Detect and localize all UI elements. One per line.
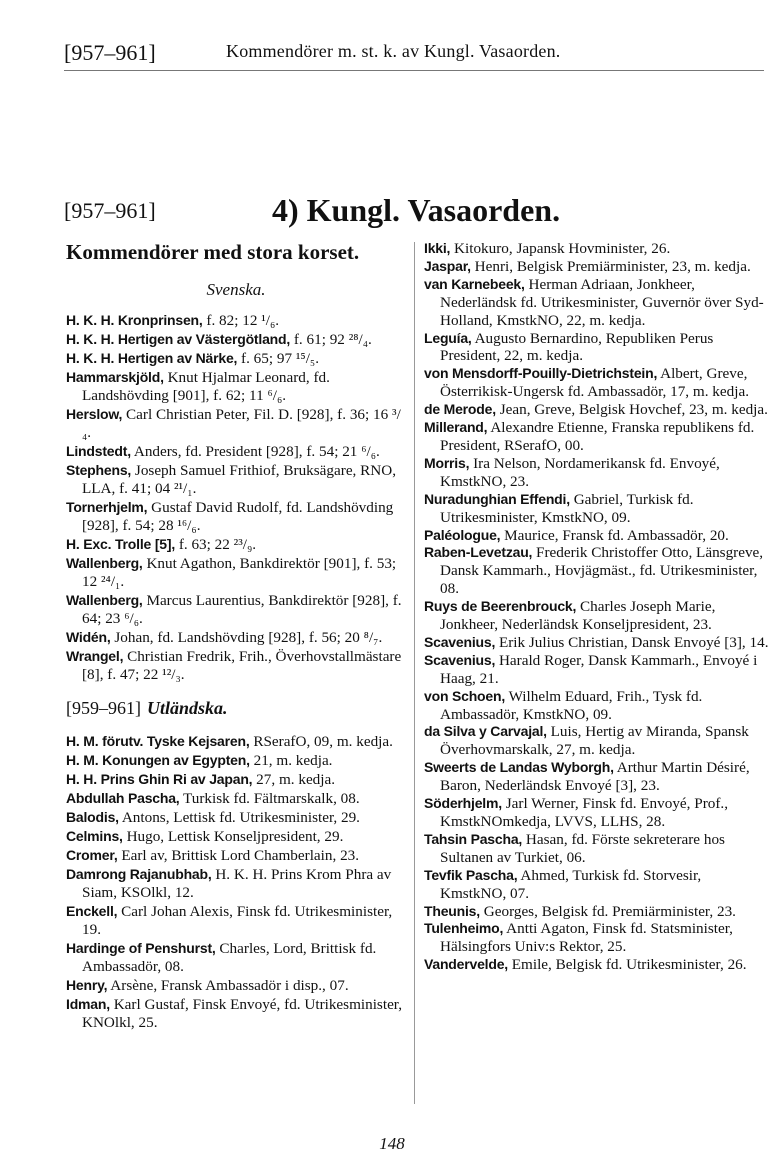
list-entry [424, 831, 769, 867]
list-entry [66, 789, 406, 808]
entry-text: f. 61; 92 ²⁸/₄. [290, 331, 372, 348]
entry-text: Maurice, Fransk fd. Ambassadör, 20. [500, 526, 729, 544]
entry-text: Christian Fredrik, Frih., Överhovstallmästare [8], f. 47; 22 ¹²/₃. [82, 648, 402, 683]
right-column [424, 240, 769, 974]
entry-name: Celmins, [66, 828, 123, 844]
right-list [424, 240, 769, 974]
entry-name: Tulenheimo, [424, 920, 504, 937]
list-entry [66, 902, 406, 939]
entry-name: Söderhjelm, [424, 795, 502, 812]
entry-name: Nuradunghian Effendi, [424, 490, 570, 507]
entry-text: f. 65; 97 ¹⁵/₅. [237, 350, 320, 367]
running-header [64, 36, 764, 68]
entry-name: Tahsin Pascha, [424, 830, 523, 847]
list-entry [424, 795, 769, 831]
list-entry [424, 688, 769, 724]
entry-text: Wilhelm Eduard, Frih., Tysk fd. Ambassadör, KmstkNO, 09. [440, 687, 703, 723]
entry-text: Knut Agathon, Bankdirektör [901], f. 53; 12 ²⁴/₁. [82, 555, 397, 590]
list-entry [66, 535, 406, 554]
entry-name: H. H. Prins Ghin Ri av Japan, [66, 771, 253, 787]
swedish-list [66, 311, 406, 684]
entry-name: H. Exc. Trolle [5], [66, 536, 176, 552]
entry-text: Jean, Greve, Belgisk Hovchef, 23, m. kedja. [495, 401, 768, 419]
entry-text: Hugo, Lettisk Konseljpresident, 29. [122, 828, 344, 845]
entry-text: Marcus Laurentius, Bankdirektör [928], f. 64; 23 ⁶/₆. [82, 592, 402, 627]
entry-text: Earl av, Brittisk Lord Chamberlain, 23. [117, 847, 360, 864]
entry-text: Albert, Greve, Österrikisk-Ungersk fd. Ambassadör, 17, m. kedja. [440, 365, 749, 401]
list-entry [66, 846, 406, 865]
left-column [66, 240, 406, 1032]
entry-name: Tevfik Pascha, [424, 866, 518, 883]
entry-text: Jarl Werner, Finsk fd. Envoyé, Prof., KmstkNOmkedja, LVVS, LLHS, 28. [440, 795, 729, 830]
list-entry [66, 647, 406, 684]
header-range: [957–961] [64, 40, 156, 65]
list-entry [424, 365, 769, 401]
entry-text: Turkisk fd. Fältmarskalk, 08. [179, 790, 360, 807]
entry-name: Idman, [66, 996, 110, 1012]
entry-name: von Mensdorff-Pouilly-Dietrichstein, [424, 365, 658, 382]
entry-text: Charles, Lord, Brittisk fd. Ambassadör, 08. [82, 940, 377, 975]
list-entry [424, 920, 769, 956]
header-title: Kommendörer m. st. k. av Kungl. Vasaorden. [226, 41, 561, 61]
header-rule [64, 70, 764, 71]
entry-name: Ikki, [424, 240, 451, 256]
entry-name: Stephens, [66, 462, 132, 478]
entry-text: 21, m. kedja. [249, 752, 333, 769]
entry-name: Scavenius, [424, 651, 496, 668]
entry-name: Damrong Rajanubhab, [66, 866, 212, 882]
list-entry [66, 311, 406, 330]
entry-name: Wrangel, [66, 648, 124, 664]
entry-name: Henry, [66, 977, 108, 993]
list-entry [66, 628, 406, 647]
list-entry [424, 544, 769, 598]
foreign-list [66, 732, 406, 1032]
entry-name: Wallenberg, [66, 592, 143, 608]
list-entry [424, 598, 769, 634]
list-entry [66, 751, 406, 770]
list-entry [424, 401, 769, 419]
entry-name: Tornerhjelm, [66, 499, 148, 515]
entry-text: Carl Christian Peter, Fil. D. [928], f. 36; 16 ³/₄. [82, 406, 401, 441]
list-entry [66, 368, 406, 405]
foreign-range: [959–961] [66, 698, 141, 718]
list-entry [424, 723, 769, 759]
list-entry [424, 258, 769, 276]
entry-text: Charles Joseph Marie, Jonkheer, Nederländsk Konseljpresident, 23. [440, 598, 716, 634]
column-divider [414, 242, 415, 1104]
entry-text: Erik Julius Christian, Dansk Envoyé [3], 14. [495, 633, 769, 651]
page-number: 148 [379, 1134, 405, 1153]
entry-text: Karl Gustaf, Finsk Envoyé, fd. Utrikesminister, KNOlkl, 25. [82, 996, 403, 1031]
entry-text: H. K. H. Prins Krom Phra av Siam, KSOlkl, 12. [82, 866, 392, 901]
entry-text: Emile, Belgisk fd. Utrikesminister, 26. [507, 956, 747, 974]
list-entry [66, 498, 406, 535]
entry-text: Henri, Belgisk Premiärminister, 23, m. kedja. [470, 257, 751, 275]
entry-name: Paléologue, [424, 526, 501, 543]
entry-text: Joseph Samuel Frithiof, Bruksägare, RNO, LLA, f. 41; 04 ²¹/₁. [82, 462, 397, 497]
entry-text: Alexandre Etienne, Franska republikens fd. President, RSerafO, 00. [440, 419, 755, 454]
entry-name: Hardinge of Penshurst, [66, 940, 216, 956]
list-entry [66, 939, 406, 976]
list-entry [66, 330, 406, 349]
entry-text: f. 82; 12 ¹/₆. [202, 312, 280, 329]
order-class-heading: Kommendörer med stora korset. [66, 240, 360, 264]
foreign-heading: Utländska. [147, 698, 228, 718]
entry-name: Abdullah Pascha, [66, 790, 180, 806]
entry-text: Luis, Hertig av Miranda, Spansk Överhovmarskalk, 27, m. kedja. [440, 723, 749, 759]
list-entry [66, 865, 406, 902]
list-entry [66, 591, 406, 628]
entry-text: Knut Hjalmar Leonard, fd. Landshövding [901], f. 62; 11 ⁶/₆. [82, 369, 330, 404]
entry-name: Wallenberg, [66, 555, 143, 571]
list-entry [424, 455, 769, 491]
entry-text: Gustaf David Rudolf, fd. Landshövding [928], f. 54; 28 ¹⁶/₆. [82, 499, 394, 534]
entry-text: Frederik Christoffer Otto, Länsgreve, Dansk Kammarh., Hovjägmäst., fd. Utrikesminister, 08. [440, 544, 764, 598]
entry-text: Herman Adriaan, Jonkheer, Nederländsk fd. Utrikesminister, Guvernör över Syd-Holland, KmstkNO, 22, m. kedja. [440, 275, 764, 329]
list-entry [66, 349, 406, 368]
list-entry [66, 770, 406, 789]
list-entry [66, 405, 406, 442]
entry-text: RSerafO, 09, m. kedja. [249, 733, 393, 750]
list-entry [424, 276, 769, 330]
entry-name: Lindstedt, [66, 443, 131, 459]
entry-name: Leguía, [424, 329, 472, 346]
entry-text: Ahmed, Turkisk fd. Storvesir, KmstkNO, 07. [440, 866, 702, 902]
entry-text: Johan, fd. Landshövding [928], f. 56; 20 ⁸/₇. [110, 629, 383, 646]
entry-name: Vandervelde, [424, 956, 508, 973]
entry-name: Theunis, [424, 902, 480, 919]
entry-name: von Schoen, [424, 687, 506, 704]
list-entry [424, 634, 769, 652]
entry-name: Enckell, [66, 903, 118, 919]
entry-name: van Karnebeek, [424, 275, 525, 292]
entry-text: Ira Nelson, Nordamerikansk fd. Envoyé, KmstkNO, 23. [440, 454, 720, 490]
list-entry [424, 759, 769, 795]
list-entry [66, 732, 406, 751]
entry-text: Georges, Belgisk fd. Premiärminister, 23. [479, 902, 736, 920]
entry-text: Augusto Bernardino, Republiken Perus President, 22, m. kedja. [440, 329, 714, 365]
entry-text: Antons, Lettisk fd. Utrikesminister, 29. [118, 809, 360, 826]
entry-name: H. K. H. Kronprinsen, [66, 312, 203, 328]
entry-name: de Merode, [424, 401, 496, 418]
list-entry [424, 491, 769, 527]
entry-text: Arthur Martin Désiré, Baron, Nederländsk Envoyé [3], 23. [440, 759, 750, 795]
list-entry [66, 995, 406, 1032]
entry-name: H. M. Konungen av Egypten, [66, 752, 250, 768]
list-entry [424, 956, 769, 974]
entry-name: Sweerts de Landas Wyborgh, [424, 759, 614, 776]
section-heading [64, 192, 764, 232]
list-entry [66, 808, 406, 827]
foreign-heading-row [66, 698, 406, 726]
entry-text: f. 63; 22 ²³/₉. [175, 536, 257, 553]
entry-name: Hammarskjöld, [66, 369, 164, 385]
list-entry [66, 976, 406, 995]
section-range: [957–961] [64, 198, 156, 223]
entry-name: Raben-Levetzau, [424, 544, 533, 561]
list-entry [66, 554, 406, 591]
entry-name: H. K. H. Hertigen av Västergötland, [66, 331, 291, 347]
entry-text: Carl Johan Alexis, Finsk fd. Utrikesminister, 19. [82, 903, 393, 938]
entry-name: Millerand, [424, 419, 488, 436]
entry-name: da Silva y Carvajal, [424, 723, 547, 740]
entry-name: Cromer, [66, 847, 118, 863]
list-entry [424, 240, 769, 258]
list-entry [66, 827, 406, 846]
list-entry [424, 330, 769, 366]
list-entry [66, 461, 406, 498]
entry-name: Jaspar, [424, 257, 471, 274]
section-title: 4) Kungl. Vasaorden. [272, 192, 561, 228]
list-entry [66, 442, 406, 461]
list-entry [424, 527, 769, 545]
entry-name: Balodis, [66, 809, 119, 825]
entry-text: Hasan, fd. Förste sekreterare hos Sultanen av Turkiet, 06. [440, 830, 725, 866]
list-entry [424, 903, 769, 921]
entry-text: Harald Roger, Dansk Kammarh., Envoyé i Haag, 21. [440, 651, 758, 687]
entry-name: H. M. förutv. Tyske Kejsaren, [66, 733, 250, 749]
entry-text: Anders, fd. President [928], f. 54; 21 ⁶/₆. [130, 443, 380, 460]
list-entry [424, 419, 769, 455]
entry-name: H. K. H. Hertigen av Närke, [66, 350, 238, 366]
entry-name: Scavenius, [424, 633, 496, 650]
entry-name: Morris, [424, 454, 470, 471]
entry-name: Ruys de Beerenbrouck, [424, 598, 577, 615]
entry-text: Gabriel, Turkisk fd. Utrikesminister, KmstkNO, 09. [440, 490, 694, 526]
entry-text: Kitokuro, Japansk Hovminister, 26. [450, 240, 671, 257]
entry-name: Widén, [66, 629, 111, 645]
entry-text: 27, m. kedja. [252, 771, 336, 788]
entry-name: Herslow, [66, 406, 123, 422]
entry-text: Antti Agaton, Finsk fd. Statsminister, Hälsingfors Univ:s Rektor, 25. [440, 920, 733, 956]
list-entry [424, 867, 769, 903]
list-entry [424, 652, 769, 688]
entry-text: Arsène, Fransk Ambassadör i disp., 07. [107, 977, 349, 994]
swedish-heading: Svenska. [206, 280, 266, 299]
